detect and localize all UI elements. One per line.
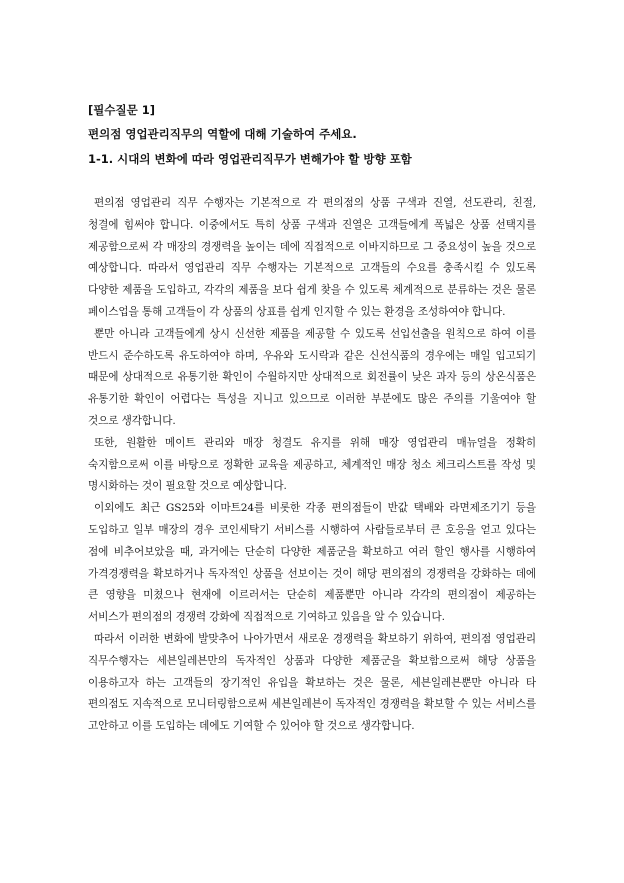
question-tag: [필수질문 1]: [88, 103, 155, 117]
sub-question-title: 1-1. 시대의 변화에 따라 영업관리직무가 변해가야 할 방향 포함: [88, 152, 412, 166]
document-content: [88, 100, 536, 738]
answer-paragraph-4: 이외에도 최근 GS25와 이마트24를 비롯한 각종 편의점들이 반값 택배와 라면제조기기 등을 도입하고 일부 매장의 경우 코인세탁기 서비스를 시행하여 사람들로부터 큰 호응을 얻고 있다는 점에 비추어보았을 때, 과거에는 단순히 다양한 제품군을 확보하고 여러 할인 행사를 시행하여 가격경쟁력을 확보하거나 독자적인 상품을 선보이는 것이 해당 편의점의 경쟁력을 강화하는 데에 큰 영향을 미쳤으나 현재에 이르러서는 단순히 제품뿐만 아니라 각각의 편의점이 제공하는 서비스가 편의점의 경쟁력 강화에 직접적으로 기여하고 있음을 알 수 있습니다.: [88, 502, 536, 624]
answer-paragraph-3: 또한, 원활한 메이트 관리와 매장 청결도 유지를 위해 매장 영업관리 매뉴얼을 정확히 숙지함으로써 이를 바탕으로 정확한 교육을 제공하고, 체계적인 매장 청소 체크리스트를 작성 및 명시화하는 것이 필요할 것으로 예상합니다.: [88, 436, 536, 493]
question-title: 편의점 영업관리직무의 역할에 대해 기술하여 주세요.: [88, 127, 357, 141]
answer-paragraph-1: 편의점 영업관리 직무 수행자는 기본적으로 각 편의점의 상품 구색과 진열, 선도관리, 친절, 청결에 힘써야 합니다. 이중에서도 특히 상품 구색과 진열은 고객들에게 폭넓은 상품 선택지를 제공함으로써 각 매장의 경쟁력을 높이는 데에 직접적으로 이바지하므로 그 중요성이 높을 것으로 예상합니다. 따라서 영업관리 직무 수행자는 기본적으로 고객들의 수요를 충족시킬 수 있도록 다양한 제품을 도입하고, 각각의 제품을 보다 쉽게 찾을 수 있도록 체계적으로 분류하는 것은 물론 페이스업을 통해 고객들이 각 상품의 상표를 쉽게 인지할 수 있는 환경을 조성하여야 합니다.: [88, 197, 536, 318]
answer-body: [88, 193, 536, 738]
answer-paragraph-2: 뿐만 아니라 고객들에게 상시 신선한 제품을 제공할 수 있도록 선입선출을 원칙으로 하여 이를 반드시 준수하도록 유도하여야 하며, 우유와 도시락과 같은 신선식품의 경우에는 매일 입고되기 때문에 상대적으로 유통기한 확인이 수월하지만 상대적으로 회전률이 낮은 과자 등의 상온식품은 유통기한 확인이 어렵다는 특성을 지니고 있으므로 이러한 부분에도 많은 주의를 기울여야 할 것으로 생각합니다.: [88, 327, 536, 427]
answer-paragraph-5: 따라서 이러한 변화에 발맞추어 나아가면서 새로운 경쟁력을 확보하기 위하여, 편의점 영업관리 직무수행자는 세븐일레븐만의 독자적인 상품과 다양한 제품군을 확보함으로써 해당 상품을 이용하고자 하는 고객들의 장기적인 유입을 확보하는 것은 물론, 세븐일레븐뿐만 아니라 타 편의점도 지속적으로 모니터링함으로써 세븐일레븐이 독자적인 경쟁력을 확보할 수 있는 서비스를 고안하고 이를 도입하는 데에도 기여할 수 있어야 할 것으로 생각합니다.: [88, 632, 536, 733]
